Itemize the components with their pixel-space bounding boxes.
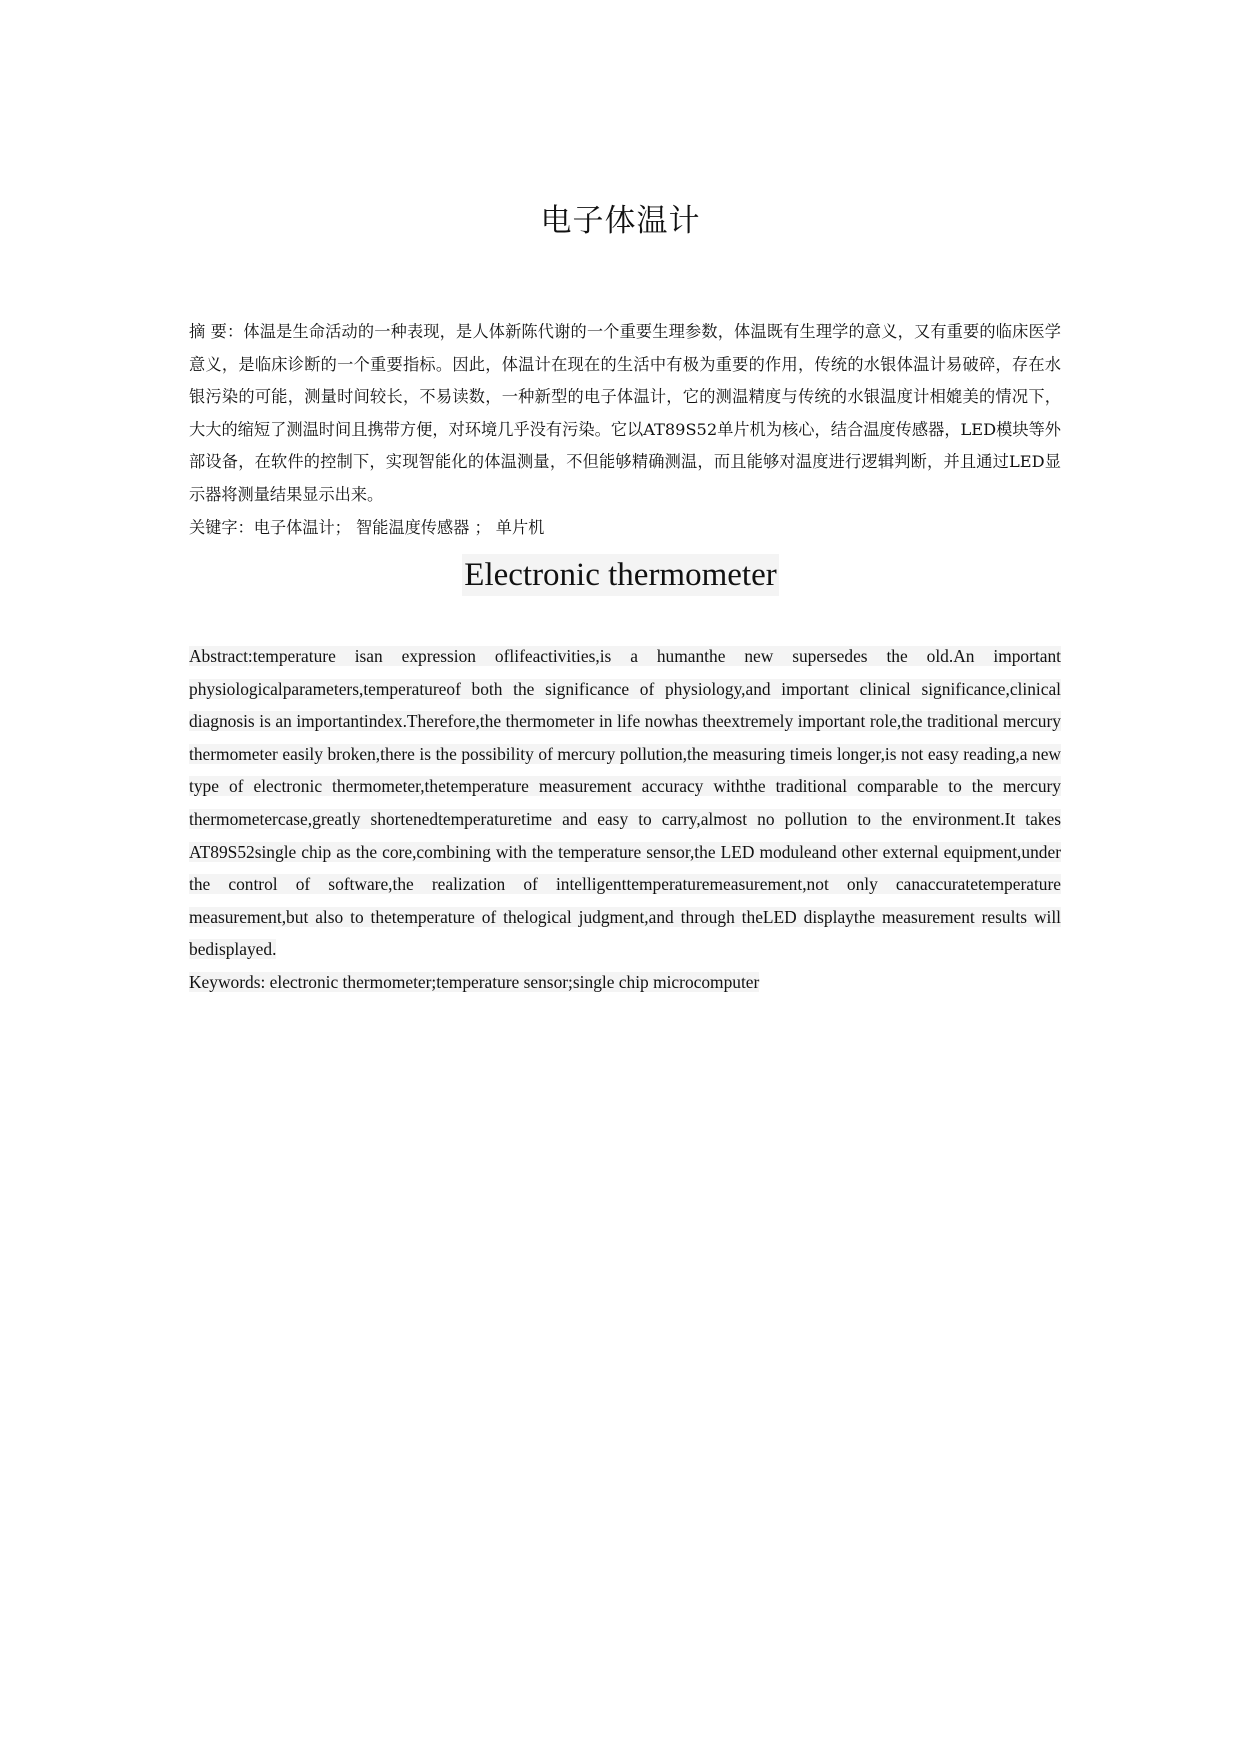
- english-title: Electronic thermometer: [462, 554, 778, 596]
- chinese-keywords: [189, 512, 1061, 544]
- english-keywords: [189, 966, 1061, 998]
- chinese-abstract: [189, 316, 1061, 512]
- chinese-abstract-label: 摘 要：: [189, 322, 244, 341]
- english-keywords-text: Keywords: electronic thermometer;temperature sensor;single chip microcomputer: [189, 972, 760, 992]
- chinese-keywords-text: 电子体温计； 智能温度传感器 ； 单片机: [253, 518, 545, 537]
- english-abstract-text: Abstract:temperature isan expression oflifeactivities,is a humanthe new supersedes the old.An important physiologicalparameters,temperatureof both the significance of physiology,and important clinical significance,clinical diagnosis is an importantindex.Therefore,the thermometer in life nowhas theextremely important role,the traditional mercury thermometer easily broken,there is the possibility of mercury pollution,the measuring timeis longer,is not easy reading,a new type of electronic thermometer,thetemperature measurement accuracy withthe traditional comparable to the mercury thermometercase,greatly shortenedtemperaturetime and easy to carry,almost no pollution to the environment.It takes AT89S52single chip as the core,combining with the temperature sensor,the LED moduleand other external equipment,under the control of software,the realization of intelligenttemperaturemeasurement,not only canaccuratetemperature measurement,but also to thetemperature of thelogical judgment,and through theLED displaythe measurement results will bedisplayed.: [189, 646, 1061, 960]
- chinese-abstract-text: 体温是生命活动的一种表现，是人体新陈代谢的一个重要生理参数，体温既有生理学的意义，又有重要的临床医学意义，是临床诊断的一个重要指标。因此，体温计在现在的生活中有极为重要的作用，传统的水银体温计易破碎，存在水银污染的可能，测量时间较长，不易读数，一种新型的电子体温计，它的测温精度与传统的水银温度计相媲美的情况下，大大的缩短了测温时间且携带方便，对环境几乎没有污染。它以AT89S52单片机为核心，结合温度传感器，LED模块等外部设备，在软件的控制下，实现智能化的体温测量，不但能够精确测温，而且能够对温度进行逻辑判断，并且通过LED显示器将测量结果显示出来。: [189, 322, 1061, 504]
- chinese-title: 电子体温计: [540, 203, 701, 239]
- chinese-keywords-label: 关键字：: [189, 518, 254, 537]
- english-abstract: [189, 640, 1061, 966]
- english-title-wrap: [0, 554, 1241, 596]
